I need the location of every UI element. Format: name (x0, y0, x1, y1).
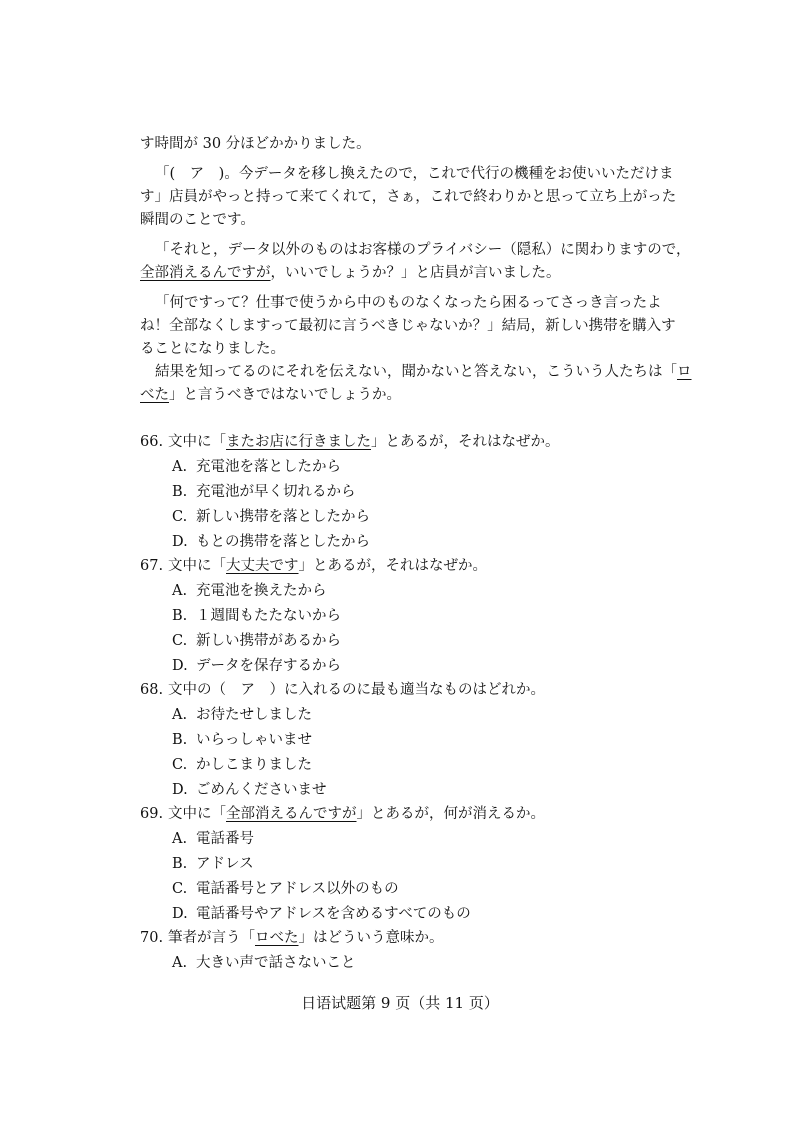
passage-line (140, 385, 401, 405)
question-quote: またお店に行きました (226, 434, 371, 450)
question-number: 67. (140, 558, 164, 574)
option-68-a: A. お待たせしました (172, 707, 312, 723)
passage-text: 結果を知ってるのにそれを伝えない，聞かないと答えない，こういう人たちは「 (155, 364, 677, 380)
passage-line: 「何ですって？仕事で使うから中のものなくなったら困るってさっき言ったよ (155, 295, 662, 311)
question-69 (140, 804, 545, 824)
passage-line (155, 362, 692, 382)
question-number: 69. (140, 806, 164, 822)
question-quote: 全部消えるんですが (226, 806, 357, 822)
passage-line: ることになりました。 (140, 341, 285, 357)
question-text: 文中に「 (168, 434, 226, 450)
passage-line: 瞬間のことです。 (140, 212, 255, 228)
question-quote: 大丈夫です (226, 558, 299, 574)
option-67-c: C. 新しい携帯があるから (172, 633, 341, 649)
question-number: 70. (140, 930, 164, 946)
underlined-phrase: 全部消えるんですが (140, 265, 271, 281)
question-text: 筆者が言う「 (168, 930, 255, 946)
question-text: 文中に「 (168, 558, 226, 574)
underlined-phrase: べた (140, 387, 169, 403)
option-69-c: C. 電話番号とアドレス以外のもの (172, 881, 399, 897)
question-66 (140, 432, 560, 452)
passage-line: す時間が 30 分ほどかかりました。 (140, 136, 371, 152)
option-66-a: A. 充電池を落としたから (172, 459, 341, 475)
passage-line: 「それと，データ以外のものはお客様のプライバシー（隠私）に関わりますので， (155, 242, 691, 258)
passage-line (140, 263, 561, 283)
question-68 (140, 680, 545, 700)
option-66-d: D. もとの携帯を落としたから (172, 534, 370, 550)
option-66-b: B. 充電池が早く切れるから (172, 484, 356, 500)
passage-text: 」と言うべきではないでしょうか。 (169, 387, 401, 403)
question-quote: ロべた (255, 930, 299, 946)
question-text: 文中の（ ア ）に入れるのに最も適当なものはどれか。 (168, 682, 545, 698)
question-text: 」はどういう意味か。 (298, 930, 444, 946)
option-67-a: A. 充電池を換えたから (172, 583, 327, 599)
question-text: 」とあるが，それはなぜか。 (371, 434, 560, 450)
question-67 (140, 556, 487, 576)
passage-line: す」店員がやっと持って来てくれて，さぁ，これで終わりかと思って立ち上がった (140, 189, 677, 205)
question-text: 文中に「 (168, 806, 226, 822)
passage-text: ，いいでしょうか？」と店員が言いました。 (270, 265, 561, 281)
option-67-d: D. データを保存するから (172, 658, 341, 674)
question-number: 68. (140, 682, 164, 698)
option-66-c: C. 新しい携帯を落としたから (172, 509, 370, 525)
question-number: 66. (140, 434, 164, 450)
page-footer: 日语试题第 9 页（共 11 页） (301, 994, 499, 1012)
passage-line: ね！全部なくしますって最初に言うべきじゃないか？」結局，新しい携帯を購入す (140, 318, 676, 334)
option-68-d: D. ごめんくださいませ (172, 782, 327, 798)
question-70 (140, 928, 444, 948)
passage-line: 「( ア )。今データを移し換えたので，これで代行の機種をお使いいただけま (155, 166, 674, 182)
option-70-a: A. 大きい声で話さないこと (172, 955, 356, 971)
option-68-b: B. いらっしゃいませ (172, 732, 312, 748)
option-68-c: C. かしこまりました (172, 757, 312, 773)
question-text: 」とあるが，何が消えるか。 (356, 806, 545, 822)
question-text: 」とあるが，それはなぜか。 (298, 558, 487, 574)
option-69-d: D. 電話番号やアドレスを含めるすべてのもの (172, 906, 471, 922)
option-69-a: A. 電話番号 (172, 831, 254, 847)
option-69-b: B. アドレス (172, 856, 254, 872)
option-67-b: B. １週間もたたないから (172, 608, 341, 624)
underlined-phrase: ロ (677, 364, 692, 380)
